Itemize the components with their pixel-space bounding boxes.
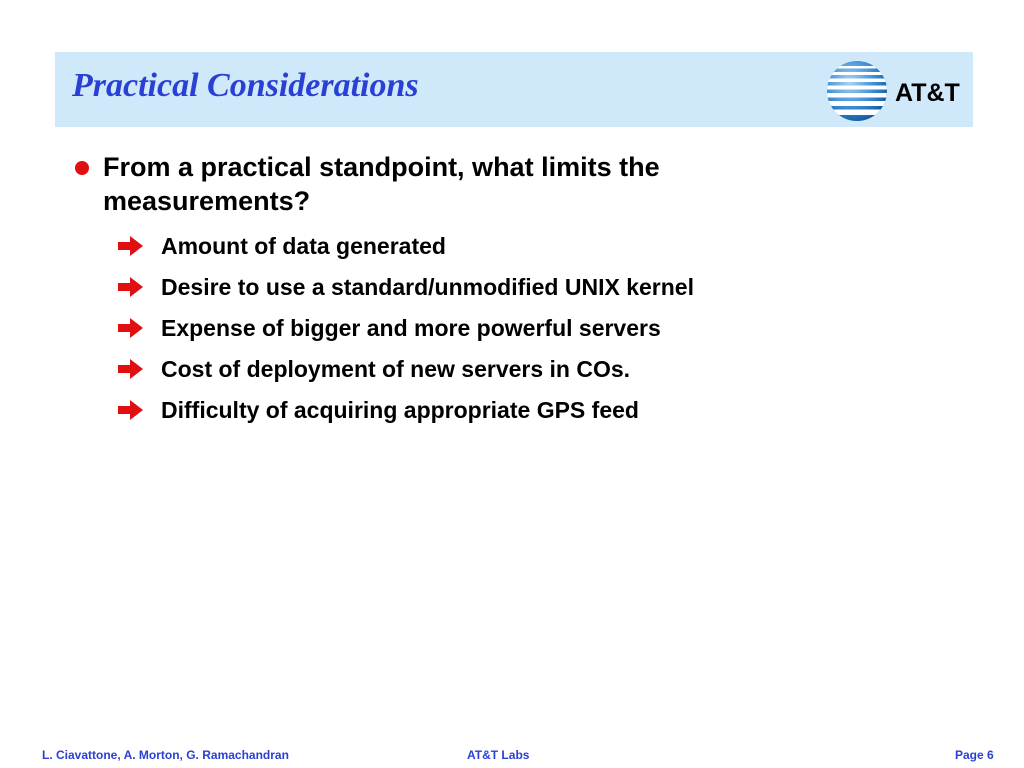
att-logo — [825, 59, 963, 123]
arrow-right-icon — [117, 275, 145, 299]
red-bullet-dot-icon — [75, 161, 89, 175]
slide-title: Practical Considerations — [72, 67, 419, 104]
footer-authors: L. Ciavattone, A. Morton, G. Ramachandran — [42, 748, 289, 762]
svg-text:AT&T: AT&T — [895, 79, 960, 107]
arrow-right-icon — [117, 316, 145, 340]
title-banner — [55, 52, 973, 127]
main-bullet-text: From a practical standpoint, what limits the measurements? — [103, 152, 660, 216]
arrow-right-icon — [117, 234, 145, 258]
footer-organization: AT&T Labs — [467, 748, 530, 762]
sub-bullet-text: Desire to use a standard/unmodified UNIX kernel — [161, 274, 694, 300]
main-bullet — [75, 150, 835, 218]
arrow-right-icon — [117, 398, 145, 422]
sub-bullet-text: Cost of deployment of new servers in COs. — [161, 356, 631, 382]
sub-bullet-text: Difficulty of acquiring appropriate GPS feed — [161, 397, 639, 423]
footer-page-number: Page 6 — [955, 748, 994, 762]
att-globe-icon — [825, 59, 963, 123]
arrow-right-icon — [117, 357, 145, 381]
sub-bullet-text: Expense of bigger and more powerful servers — [161, 315, 661, 341]
sub-bullet-text: Amount of data generated — [161, 233, 446, 259]
